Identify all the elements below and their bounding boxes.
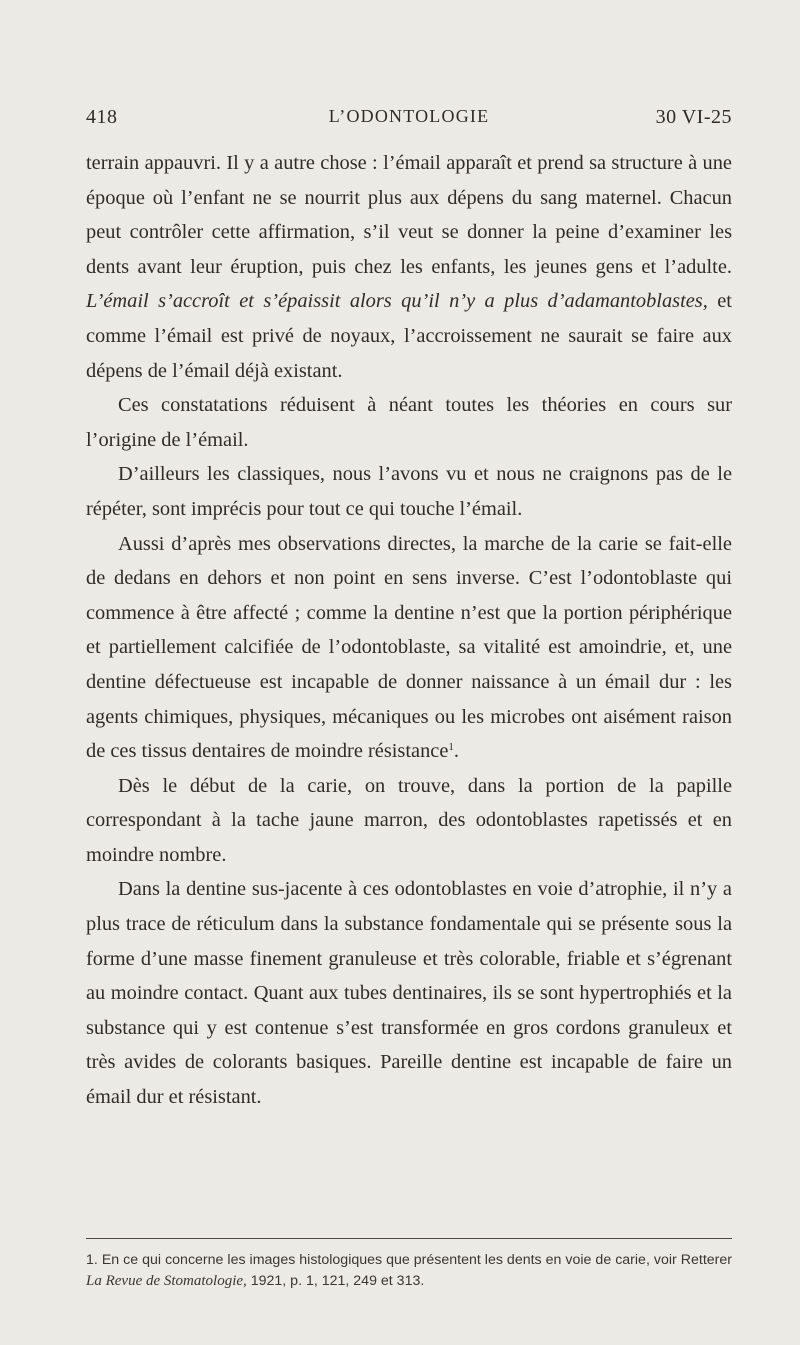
issue-date: 30 VI-25: [655, 106, 732, 128]
running-title: L’ODONTOLOGIE: [328, 106, 490, 126]
page-number: 418: [86, 106, 118, 128]
italic-text: La Revue de Stomatologie,: [86, 1273, 247, 1289]
italic-text: L’émail s’accroît et s’épaissit alors qu’il n’y a plus d’adamantoblastes,: [86, 290, 708, 313]
text-run: .: [453, 740, 459, 763]
page-header: [86, 106, 732, 136]
body-text: [86, 146, 732, 1115]
text-run: 1. En ce qui concerne les images histologiques que présentent les dents en voie de carie, voir Retterer: [86, 1252, 732, 1268]
text-run: et comme l’émail est privé de noyaux, l’accroissement ne saurait se faire aux dépens de l’émail déjà existant.: [86, 290, 732, 382]
footnote-marker: 1: [448, 741, 454, 754]
text-run: D’ailleurs les classiques, nous l’avons vu et nous ne craignons pas de le répéter, sont imprécis pour tout ce qui touche l’émail.: [86, 463, 732, 520]
paragraph: [86, 146, 732, 388]
paragraph: [86, 769, 732, 873]
footnote-divider: [86, 1238, 732, 1239]
paragraph: [86, 457, 732, 526]
text-run: Ces constatations réduisent à néant toutes les théories en cours sur l’origine de l’émail.: [86, 394, 732, 451]
footnote: [86, 1250, 732, 1292]
text-run: 1921, p. 1, 121, 249 et 313.: [246, 1273, 425, 1289]
text-run: Aussi d’après mes observations directes, la marche de la carie se fait-elle de dedans en dehors et non point en sens inverse. C’est l’odontoblaste qui commence à être affecté ; comme la dentine n’est que la portion périphérique et partiellement calcifiée de l’odontoblaste, sa vitalité est amoindrie, et, une dentine défectueuse est incapable de donner naissance à un émail dur : les agents chimiques, physiques, mécaniques ou les microbes ont aisément raison de ces tissus dentaires de moindre résistance: [86, 532, 732, 763]
text-run: terrain appauvri. Il y a autre chose : l’émail apparaît et prend sa structure à une époque où l’enfant ne se nourrit plus aux dépens du sang maternel. Chacun peut contrôler cette affirmation, s’il veut se donner la peine d’examiner les dents avant leur éruption, puis chez les enfants, les jeunes gens et l’adulte.: [86, 152, 732, 278]
paragraph: [86, 872, 732, 1114]
paragraph: [86, 388, 732, 457]
text-run: Dans la dentine sus-jacente à ces odontoblastes en voie d’atrophie, il n’y a plus trace de réticulum dans la substance fondamentale qui se présente sous la forme d’une masse finement granuleuse et très colorable, friable et s’égrenant au moindre contact. Quant aux tubes dentinaires, ils se sont hypertrophiés et la substance qui y est contenue s’est transformée en gros cordons granuleux et très avides de colorants basiques. Pareille dentine est incapable de faire un émail dur et résistant.: [86, 878, 732, 1109]
text-run: Dès le début de la carie, on trouve, dans la portion de la papille correspondant à la tache jaune marron, des odontoblastes rapetissés et en moindre nombre.: [86, 774, 732, 866]
footnote-text: [86, 1250, 732, 1292]
paragraph: [86, 527, 732, 769]
